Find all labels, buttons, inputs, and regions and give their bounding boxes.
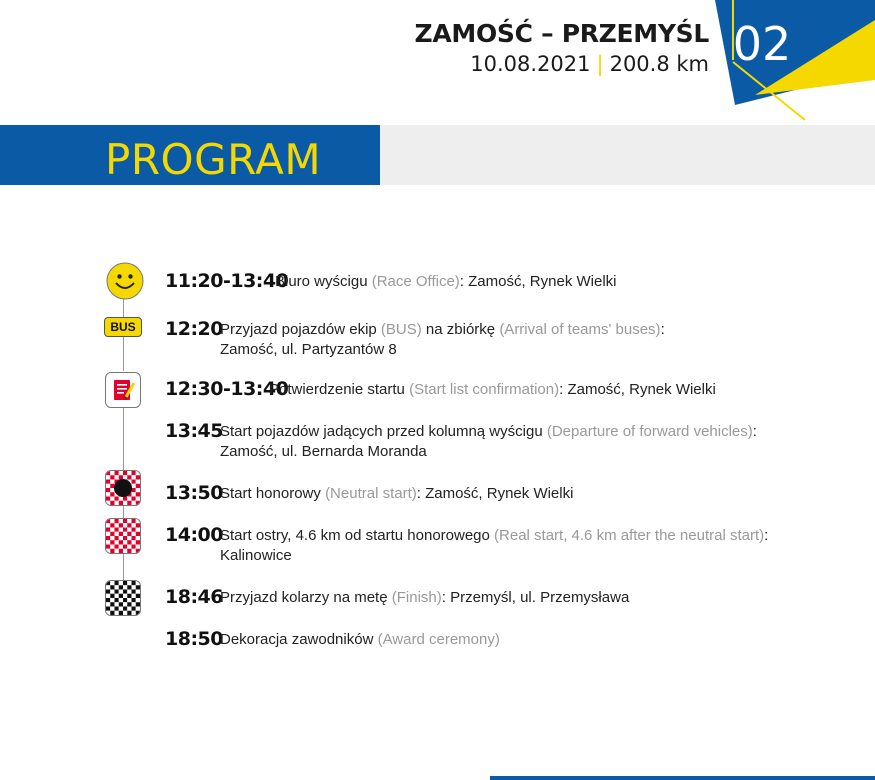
schedule-description	[269, 380, 716, 400]
stage-meta	[415, 50, 709, 78]
desc-en: (Race Office)	[371, 273, 460, 290]
program-title: PROGRAM	[105, 135, 322, 184]
desc-pl: Biuro wyścigu	[275, 273, 372, 290]
program-title-band	[0, 125, 380, 185]
desc-en: (BUS)	[380, 321, 422, 338]
stage-corner-graphic	[675, 0, 875, 125]
real-start-flag-icon	[105, 518, 141, 554]
desc-location: Zamość, ul. Partyzantów 8	[220, 341, 397, 358]
desc-location: Kalinowice	[220, 547, 292, 564]
finish-flag-icon	[105, 580, 141, 616]
desc-punct: :	[752, 423, 757, 440]
schedule-time: 11:20-13:40	[165, 270, 289, 292]
meta-separator: |	[596, 52, 604, 76]
desc-en: (Start list confirmation)	[409, 381, 560, 398]
desc-en: (Departure of forward vehicles)	[546, 423, 753, 440]
desc-punct: :	[764, 527, 769, 544]
bus-icon: BUS	[104, 317, 142, 337]
neutral-start-flag-icon	[105, 470, 141, 506]
desc-pl: Przyjazd pojazdów ekip	[220, 321, 381, 338]
schedule-description	[220, 320, 665, 360]
program-bar	[0, 125, 875, 185]
desc-pl: na zbiórkę	[421, 321, 500, 338]
desc-location: : Zamość, Rynek Wielki	[459, 273, 617, 290]
stage-date: 10.08.2021	[470, 52, 591, 76]
stage-distance: 200.8 km	[609, 52, 709, 76]
timeline-connector	[123, 554, 124, 580]
desc-punct: :	[660, 321, 665, 338]
timeline-connector	[123, 337, 124, 371]
desc-location: : Zamość, Rynek Wielki	[416, 485, 574, 502]
schedule-description	[220, 588, 629, 608]
stage-header	[415, 18, 709, 78]
schedule-description	[220, 630, 500, 650]
desc-pl: Potwierdzenie startu	[269, 381, 410, 398]
desc-location: : Zamość, Rynek Wielki	[559, 381, 716, 398]
desc-location: Zamość, ul. Bernarda Moranda	[220, 443, 427, 460]
timeline-connector	[123, 506, 124, 518]
desc-location: : Przemyśl, ul. Przemysława	[441, 589, 630, 606]
schedule-time: 13:45	[165, 420, 223, 442]
desc-en: (Neutral start)	[325, 485, 417, 502]
footer-accent-line	[490, 776, 875, 780]
schedule-time: 18:50	[165, 628, 223, 650]
desc-pl: Start honorowy	[220, 485, 326, 502]
stage-route: ZAMOŚĆ – PRZEMYŚL	[414, 19, 709, 48]
schedule-description	[220, 484, 573, 504]
schedule-description	[220, 526, 768, 566]
schedule-time: 12:30-13:40	[165, 378, 289, 400]
desc-pl: Start pojazdów jadących przed kolumną wyścigu	[220, 423, 547, 440]
smiley-icon	[106, 262, 144, 300]
schedule-time: 14:00	[165, 524, 223, 546]
stage-number: 02	[732, 17, 792, 71]
desc-en: (Arrival of teams' buses)	[499, 321, 661, 338]
desc-en: (Award ceremony)	[377, 631, 500, 648]
desc-pl: Start ostry, 4.6 km od startu honorowego	[220, 527, 495, 544]
timeline-connector	[123, 408, 124, 470]
schedule-time: 18:46	[165, 586, 223, 608]
schedule-description	[275, 272, 617, 292]
desc-en: (Real start, 4.6 km after the neutral start)	[494, 527, 765, 544]
sign-document-icon	[105, 372, 141, 408]
schedule-time: 13:50	[165, 482, 223, 504]
schedule-description	[220, 422, 757, 462]
schedule-time: 12:20	[165, 318, 223, 340]
desc-pl: Przyjazd kolarzy na metę	[220, 589, 392, 606]
desc-en: (Finish)	[391, 589, 442, 606]
desc-pl: Dekoracja zawodników	[220, 631, 378, 648]
